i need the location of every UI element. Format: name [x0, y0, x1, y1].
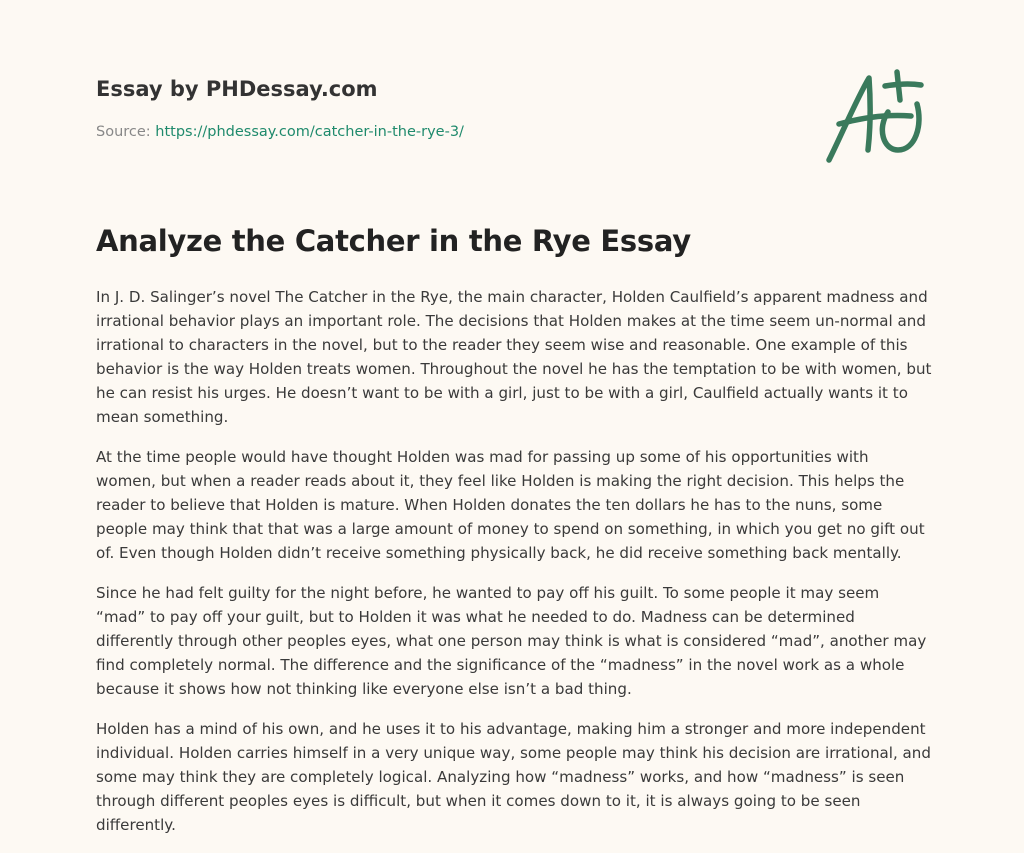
source-link[interactable]: https://phdessay.com/catcher-in-the-rye-3/: [155, 124, 464, 140]
paragraph: In J. D. Salinger’s novel The Catcher in the Rye, the main character, Holden Caulfield’s apparent madness and irrational behavior plays an important role. The decisions that Holden makes at the time seem un-normal and irrational to characters in the novel, but to the reader they seem wise and reasonable. One example of this behavior is the way Holden treats women. Throughout the novel he has the temptation to be with women, but he can resist his urges. He doesn’t want to be with a girl, just to be with a girl, Caulfield actually wants it to mean something.: [96, 288, 932, 426]
a-plus-smiley-icon: [821, 66, 931, 168]
essay-body: [96, 285, 932, 853]
source-label: Source:: [96, 124, 151, 140]
source-line: [96, 124, 464, 140]
site-title: Essay by PHDessay.com: [96, 77, 378, 101]
essay-title: Analyze the Catcher in the Rye Essay: [96, 224, 691, 258]
paragraph: Since he had felt guilty for the night before, he wanted to pay off his guilt. To some people it may seem “mad” to pay off your guilt, but to Holden it was what he needed to do. Madness can be determined differently through other peoples eyes, what one person may think is what is considered “mad”, another may find completely normal. The difference and the significance of the “madness” in the novel work as a whole because it shows how not thinking like everyone else isn’t a bad thing.: [96, 584, 927, 698]
paragraph: At the time people would have thought Holden was mad for passing up some of his opportunities with women, but when a reader reads about it, they feel like Holden is making the right decision. This helps the reader to believe that Holden is mature. When Holden donates the ten dollars he has to the nuns, some people may think that that was a large amount of money to spend on something, in which you get no gift out of. Even though Holden didn’t receive something physically back, he did receive something back mentally.: [96, 448, 925, 562]
paragraph: Holden has a mind of his own, and he uses it to his advantage, making him a stronger and more independent individual. Holden carries himself in a very unique way, some people may think his decision are irrational, and some may think they are completely logical. Analyzing how “madness” works, and how “madness” is seen through different peoples eyes is difficult, but when it comes down to it, it is always going to be seen differently.: [96, 720, 931, 834]
